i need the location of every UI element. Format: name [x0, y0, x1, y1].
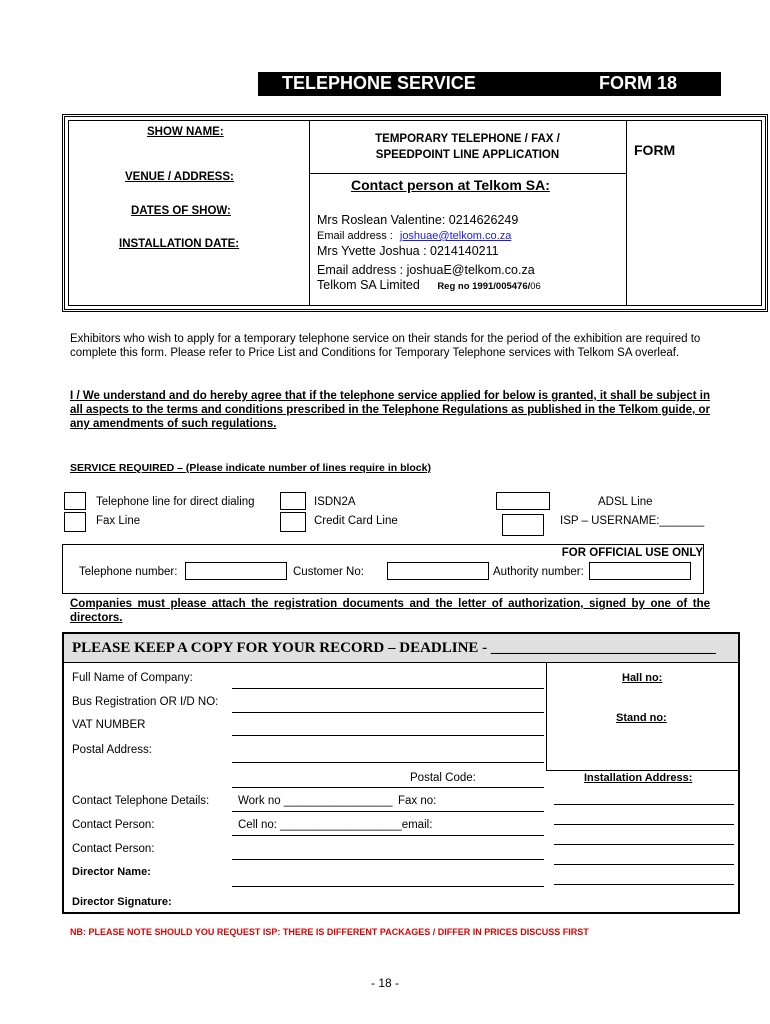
isdn-label: ISDN2A: [314, 496, 356, 508]
intro-paragraph: Exhibitors who wish to apply for a temporary telephone service on their stands for the period of the exhibition are required to complete this form. Please refer to Price List and Conditions for Temporary Telephone services with Telkom SA overleaf.: [70, 333, 701, 359]
email-2: Email address : joshuaE@telkom.co.za: [317, 263, 535, 277]
authority-number-field[interactable]: [589, 562, 691, 580]
customer-no-field[interactable]: [387, 562, 489, 580]
full-name-label: Full Name of Company:: [72, 672, 193, 684]
nb-note: NB: PLEASE NOTE SHOULD YOU REQUEST ISP: THERE IS DIFFERENT PACKAGES / DIFFER IN PRICES DISCUSS FIRST: [70, 927, 589, 937]
vat-label: VAT NUMBER: [72, 719, 146, 731]
credit-card-checkbox[interactable]: [280, 512, 306, 532]
customer-no-label: Customer No:: [293, 566, 364, 578]
email-1-link[interactable]: joshuae@telkom.co.za: [399, 230, 512, 242]
telephone-number-label: Telephone number:: [79, 566, 178, 578]
installation-date-label: INSTALLATION DATE:: [119, 238, 240, 250]
show-info-box: [62, 114, 768, 312]
isp-label: ISP – USERNAME:_______: [560, 515, 705, 527]
form-title-bar: [258, 72, 721, 96]
record-heading-bar: [64, 634, 738, 663]
fax-no-label: Fax no:: [398, 795, 437, 807]
contact-2: Mrs Yvette Joshua : 0214140211: [317, 244, 499, 258]
adsl-label: ADSL Line: [598, 496, 653, 508]
official-use-heading: FOR OFFICIAL USE ONLY: [561, 547, 703, 559]
dates-label: DATES OF SHOW:: [131, 205, 231, 217]
record-heading: PLEASE KEEP A COPY FOR YOUR RECORD – DEADLINE - ______________________________: [72, 640, 716, 656]
direct-dialing-checkbox[interactable]: [64, 492, 86, 510]
postal-code-label: Postal Code:: [410, 772, 476, 784]
stand-no-label: Stand no:: [616, 712, 667, 724]
email-1-label: Email address :: [317, 230, 393, 242]
work-no-label: Work no _________________: [238, 795, 393, 807]
direct-dialing-label: Telephone line for direct dialing: [96, 496, 255, 508]
agreement-paragraph: I / We understand and do hereby agree that if the telephone service applied for below is granted, it shall be subject in all aspects to the terms and conditions prescribed in the Telephone Regulations as published in the Telkom guide, or any amendments of such regulations.: [70, 390, 710, 430]
director-name-label: Director Name:: [72, 866, 151, 878]
form-number: FORM 18: [598, 73, 677, 93]
isdn-checkbox[interactable]: [280, 492, 306, 510]
bus-reg-label: Bus Registration OR I/D NO:: [72, 696, 219, 708]
fax-line-label: Fax Line: [96, 515, 141, 527]
company-name: Telkom SA Limited: [317, 278, 420, 292]
company-details-box: [62, 632, 740, 914]
company-row: [317, 278, 541, 292]
page-number: - 18 -: [370, 976, 399, 990]
contact-tel-label: Contact Telephone Details:: [72, 795, 210, 807]
credit-card-label: Credit Card Line: [314, 515, 398, 527]
installation-address-label: Installation Address:: [584, 772, 693, 784]
application-title-line1: TEMPORARY TELEPHONE / FAX /: [375, 133, 560, 145]
reg-no: Reg no 1991/005476/: [437, 281, 531, 292]
official-use-box: [62, 544, 704, 594]
fax-line-checkbox[interactable]: [64, 512, 86, 532]
application-title-line2: SPEEDPOINT LINE APPLICATION: [375, 149, 560, 161]
show-name-label: SHOW NAME:: [147, 126, 224, 138]
adsl-checkbox[interactable]: [496, 492, 550, 510]
email-1-row: [317, 230, 511, 242]
cell-no-label: Cell no: ___________________email:: [238, 819, 433, 831]
form-label: FORM: [634, 142, 676, 158]
telephone-number-field[interactable]: [185, 562, 287, 580]
contact-person-label: Contact Person:: [72, 819, 155, 831]
contact-person-2-label: Contact Person:: [72, 843, 155, 855]
form-title: TELEPHONE SERVICE: [282, 73, 476, 93]
director-signature-label: Director Signature:: [72, 896, 172, 908]
contact-1: Mrs Roslean Valentine: 0214626249: [317, 213, 519, 227]
postal-address-label: Postal Address:: [72, 744, 152, 756]
contact-heading: Contact person at Telkom SA:: [351, 177, 550, 193]
reg-suffix: 06: [530, 281, 541, 292]
companies-note: Companies must please attach the registration documents and the letter of authorization, signed by one of the directors.: [70, 598, 710, 624]
isp-checkbox[interactable]: [502, 514, 544, 536]
hall-no-label: Hall no:: [622, 672, 663, 684]
authority-number-label: Authority number:: [493, 566, 584, 578]
venue-label: VENUE / ADDRESS:: [125, 171, 234, 183]
service-heading: SERVICE REQUIRED – (Please indicate number of lines require in block): [70, 462, 431, 474]
application-title: [309, 131, 626, 163]
